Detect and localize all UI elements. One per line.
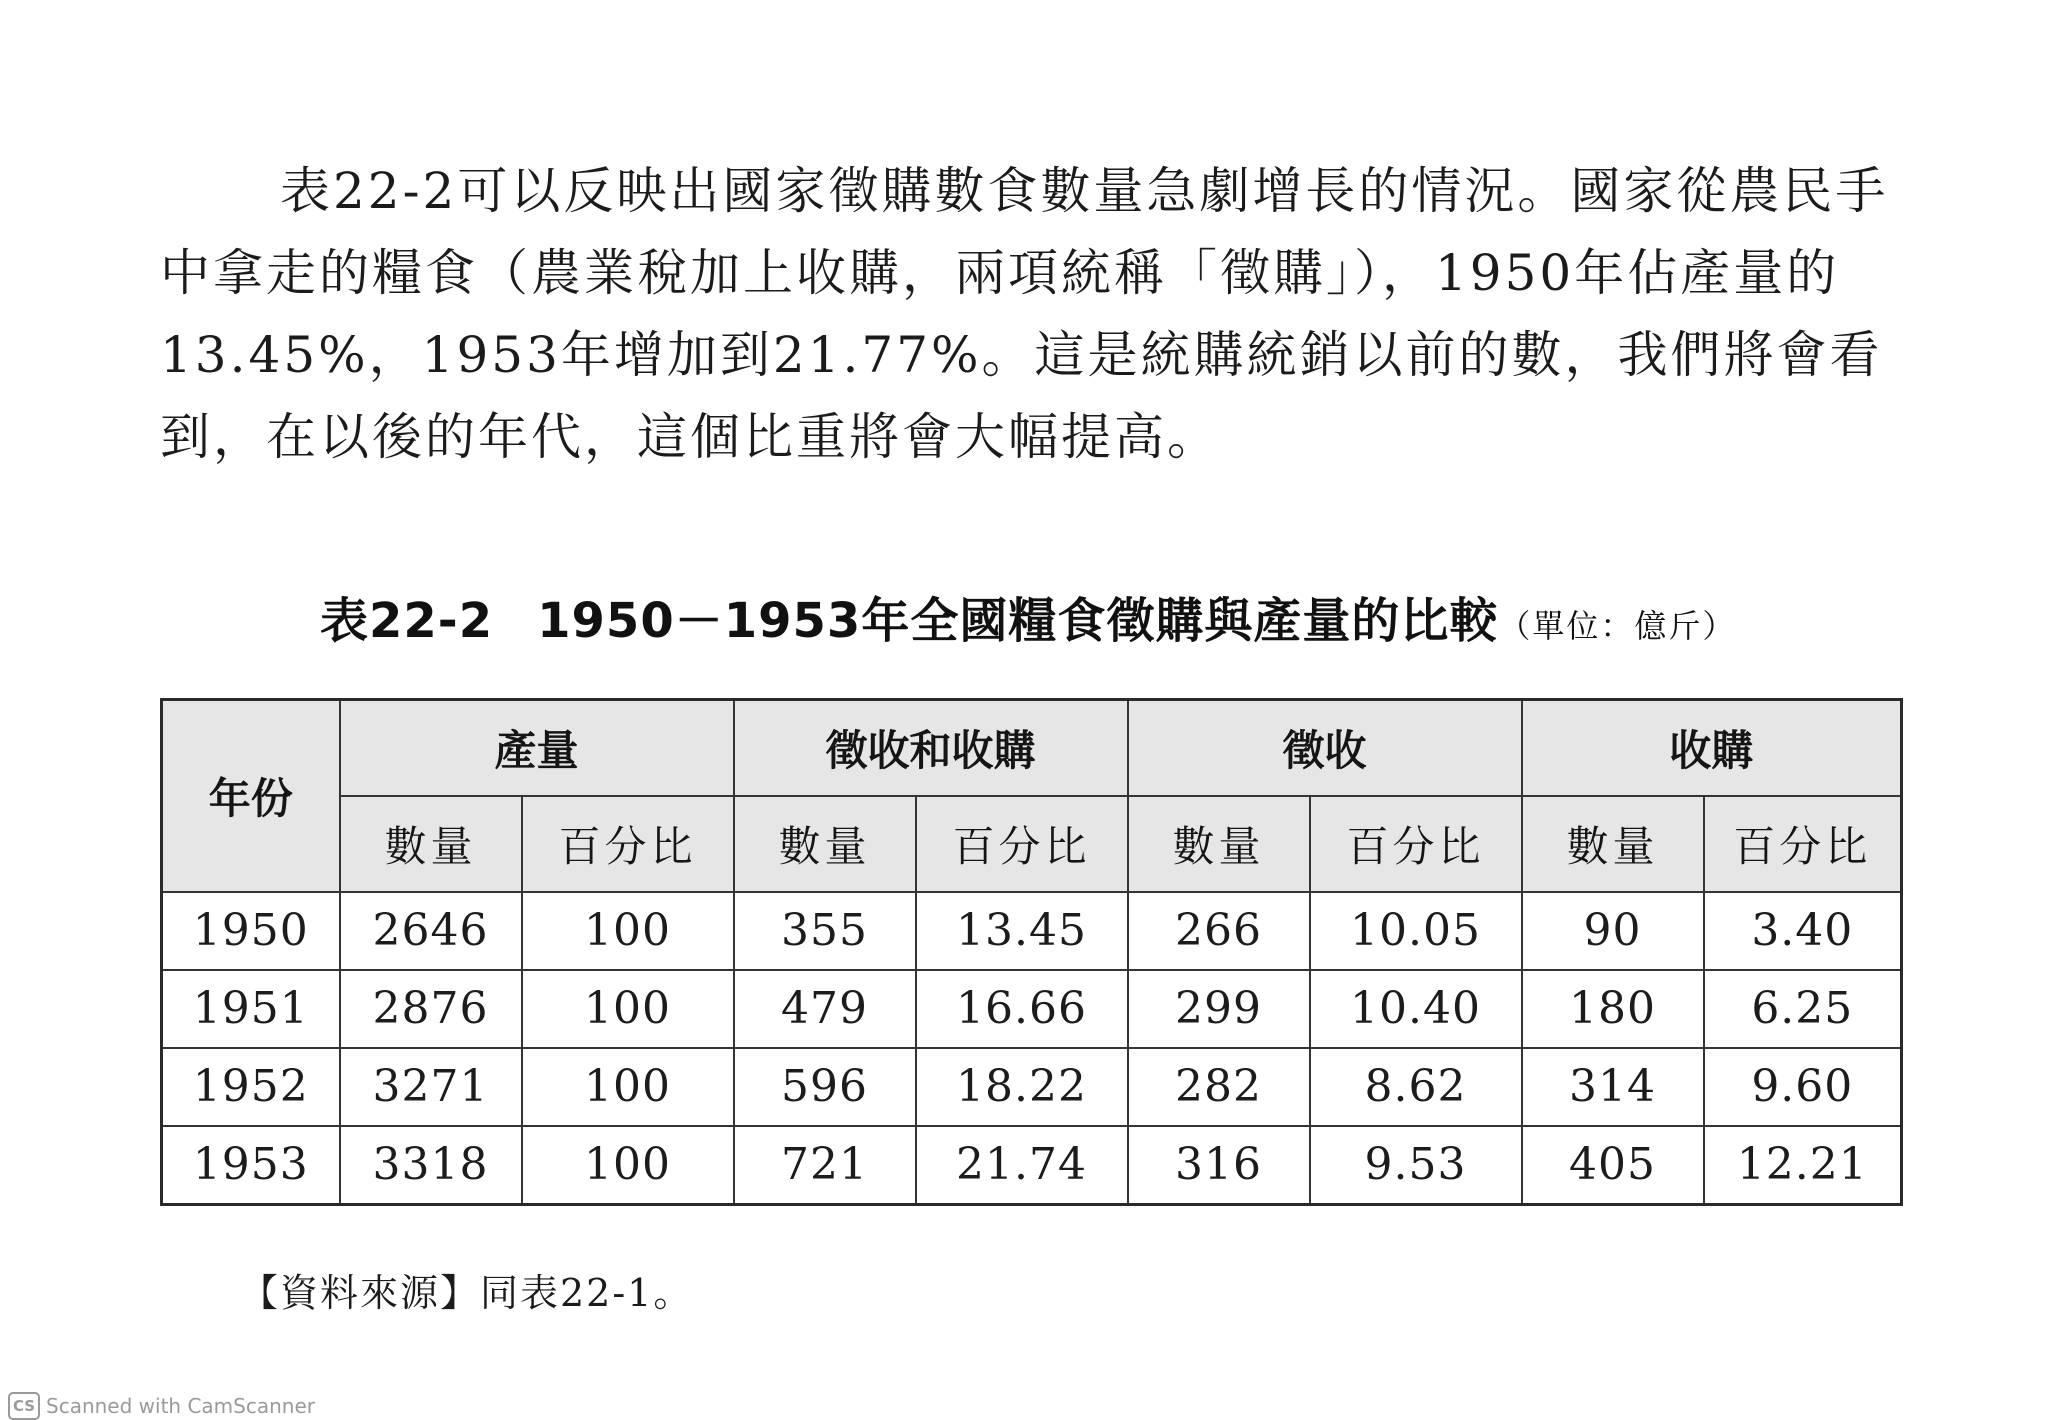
header-year: 年份 [162,700,340,892]
header-group-levy-and-purchase: 徵收和收購 [734,700,1128,796]
grain-procurement-table [160,698,1903,1206]
cell-levy-purchase-quantity: 721 [734,1126,916,1205]
cell-output-percentage: 100 [522,1048,734,1126]
header-group-output: 產量 [340,700,734,796]
header-percentage: 百分比 [522,796,734,892]
cell-levy-quantity: 316 [1128,1126,1310,1205]
camscanner-logo-icon: CS [8,1392,40,1420]
cell-levy-percentage: 9.53 [1310,1126,1522,1205]
cell-purchase-percentage: 9.60 [1704,1048,1902,1126]
cell-purchase-quantity: 314 [1522,1048,1704,1126]
data-source-note: 【資料來源】同表22-1。 [240,1271,694,1315]
header-percentage: 百分比 [916,796,1128,892]
table-number: 表22-2 [320,593,494,649]
header-quantity: 數量 [734,796,916,892]
cell-output-percentage: 100 [522,970,734,1048]
cell-output-percentage: 100 [522,892,734,970]
cell-year: 1950 [162,892,340,970]
cell-purchase-percentage: 12.21 [1704,1126,1902,1205]
cell-purchase-quantity: 90 [1522,892,1704,970]
cell-levy-purchase-percentage: 18.22 [916,1048,1128,1126]
watermark-text: Scanned with CamScanner [46,1394,315,1418]
cell-levy-purchase-quantity: 479 [734,970,916,1048]
cell-output-quantity: 2876 [340,970,522,1048]
table-unit: （單位：億斤） [1498,607,1737,645]
cell-output-quantity: 2646 [340,892,522,970]
cell-levy-purchase-quantity: 355 [734,892,916,970]
header-quantity: 數量 [1522,796,1704,892]
header-percentage: 百分比 [1310,796,1522,892]
cell-levy-percentage: 10.40 [1310,970,1522,1048]
table-title [320,582,1736,651]
body-paragraph [160,150,1900,478]
cell-year: 1953 [162,1126,340,1205]
scanner-watermark [8,1392,315,1420]
cell-year: 1952 [162,1048,340,1126]
table-row [162,892,1902,970]
cell-levy-quantity: 266 [1128,892,1310,970]
cell-levy-purchase-percentage: 21.74 [916,1126,1128,1205]
header-group-purchase: 收購 [1522,700,1902,796]
table-row [162,970,1902,1048]
cell-levy-purchase-quantity: 596 [734,1048,916,1126]
cell-levy-percentage: 10.05 [1310,892,1522,970]
cell-output-quantity: 3271 [340,1048,522,1126]
header-group-levy: 徵收 [1128,700,1522,796]
cell-levy-quantity: 299 [1128,970,1310,1048]
cell-purchase-quantity: 180 [1522,970,1704,1048]
cell-output-quantity: 3318 [340,1126,522,1205]
cell-levy-purchase-percentage: 16.66 [916,970,1128,1048]
header-percentage: 百分比 [1704,796,1902,892]
header-quantity: 數量 [1128,796,1310,892]
cell-year: 1951 [162,970,340,1048]
cell-levy-percentage: 8.62 [1310,1048,1522,1126]
cell-purchase-quantity: 405 [1522,1126,1704,1205]
table-subtitle: 1950－1953年全國糧食徵購與產量的比較 [537,593,1499,649]
cell-purchase-percentage: 6.25 [1704,970,1902,1048]
cell-purchase-percentage: 3.40 [1704,892,1902,970]
header-quantity: 數量 [340,796,522,892]
cell-output-percentage: 100 [522,1126,734,1205]
table-row [162,1126,1902,1205]
paragraph-text: 表22-2可以反映出國家徵購數食數量急劇增長的情況。國家從農民手中拿走的糧食（農業稅加上收購，兩項統稱「徵購」），1950年佔產量的13.45%，1953年增加到21.77%。這是統購統銷以前的數，我們將會看到，在以後的年代，這個比重將會大幅提高。 [160,162,1889,466]
cell-levy-quantity: 282 [1128,1048,1310,1126]
table-row [162,1048,1902,1126]
cell-levy-purchase-percentage: 13.45 [916,892,1128,970]
